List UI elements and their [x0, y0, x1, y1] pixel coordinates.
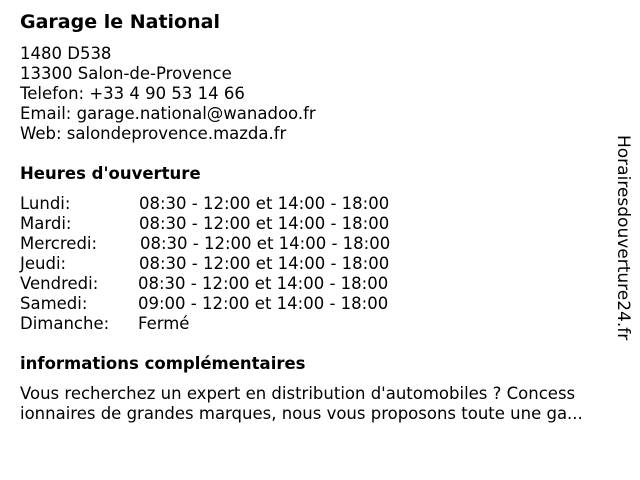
watermark-text: Horairesdouverture24.fr — [613, 135, 633, 341]
info-line-1: Vous recherchez un expert en distribution d'automobiles ? Concess — [20, 384, 576, 403]
business-name: Garage le National — [20, 11, 220, 33]
day-hours: 08:30 - 12:00 et 14:00 - 18:00 — [139, 214, 390, 233]
hours-row-sunday — [20, 314, 440, 334]
hours-row-monday — [20, 194, 440, 214]
address-street: 1480 D538 — [20, 44, 112, 63]
day-label: Mercredi: — [20, 234, 98, 253]
address-city: 13300 Salon-de-Provence — [20, 64, 232, 83]
hours-row-wednesday — [20, 234, 440, 254]
day-label: Lundi: — [20, 194, 71, 213]
day-hours: 09:00 - 12:00 et 14:00 - 18:00 — [138, 294, 389, 313]
day-hours: 08:30 - 12:00 et 14:00 - 18:00 — [139, 194, 390, 213]
site-watermark — [612, 135, 634, 345]
day-label: Jeudi: — [20, 254, 67, 273]
opening-hours-title: Heures d'ouverture — [20, 164, 201, 183]
day-hours: 08:30 - 12:00 et 14:00 - 18:00 — [138, 274, 389, 293]
info-line-2: ionnaires de grandes marques, nous vous proposons toute une ga... — [20, 404, 583, 423]
day-label: Mardi: — [20, 214, 72, 233]
day-label: Vendredi: — [20, 274, 99, 293]
contact-block — [20, 44, 316, 144]
web-line: Web: salondeprovence.mazda.fr — [20, 124, 287, 143]
day-label: Dimanche: — [20, 314, 110, 333]
hours-row-tuesday — [20, 214, 440, 234]
hours-row-thursday — [20, 254, 440, 274]
day-label: Samedi: — [20, 294, 88, 313]
day-hours: 08:30 - 12:00 et 14:00 - 18:00 — [140, 234, 391, 253]
day-hours: Fermé — [138, 314, 190, 333]
hours-row-friday — [20, 274, 440, 294]
email-line: Email: garage.national@wanadoo.fr — [20, 104, 316, 123]
additional-info-text — [20, 384, 620, 424]
additional-info-title: informations complémentaires — [20, 354, 306, 373]
opening-hours-table — [20, 194, 440, 334]
hours-row-saturday — [20, 294, 440, 314]
day-hours: 08:30 - 12:00 et 14:00 - 18:00 — [139, 254, 390, 273]
phone-line: Telefon: +33 4 90 53 14 66 — [20, 84, 245, 103]
